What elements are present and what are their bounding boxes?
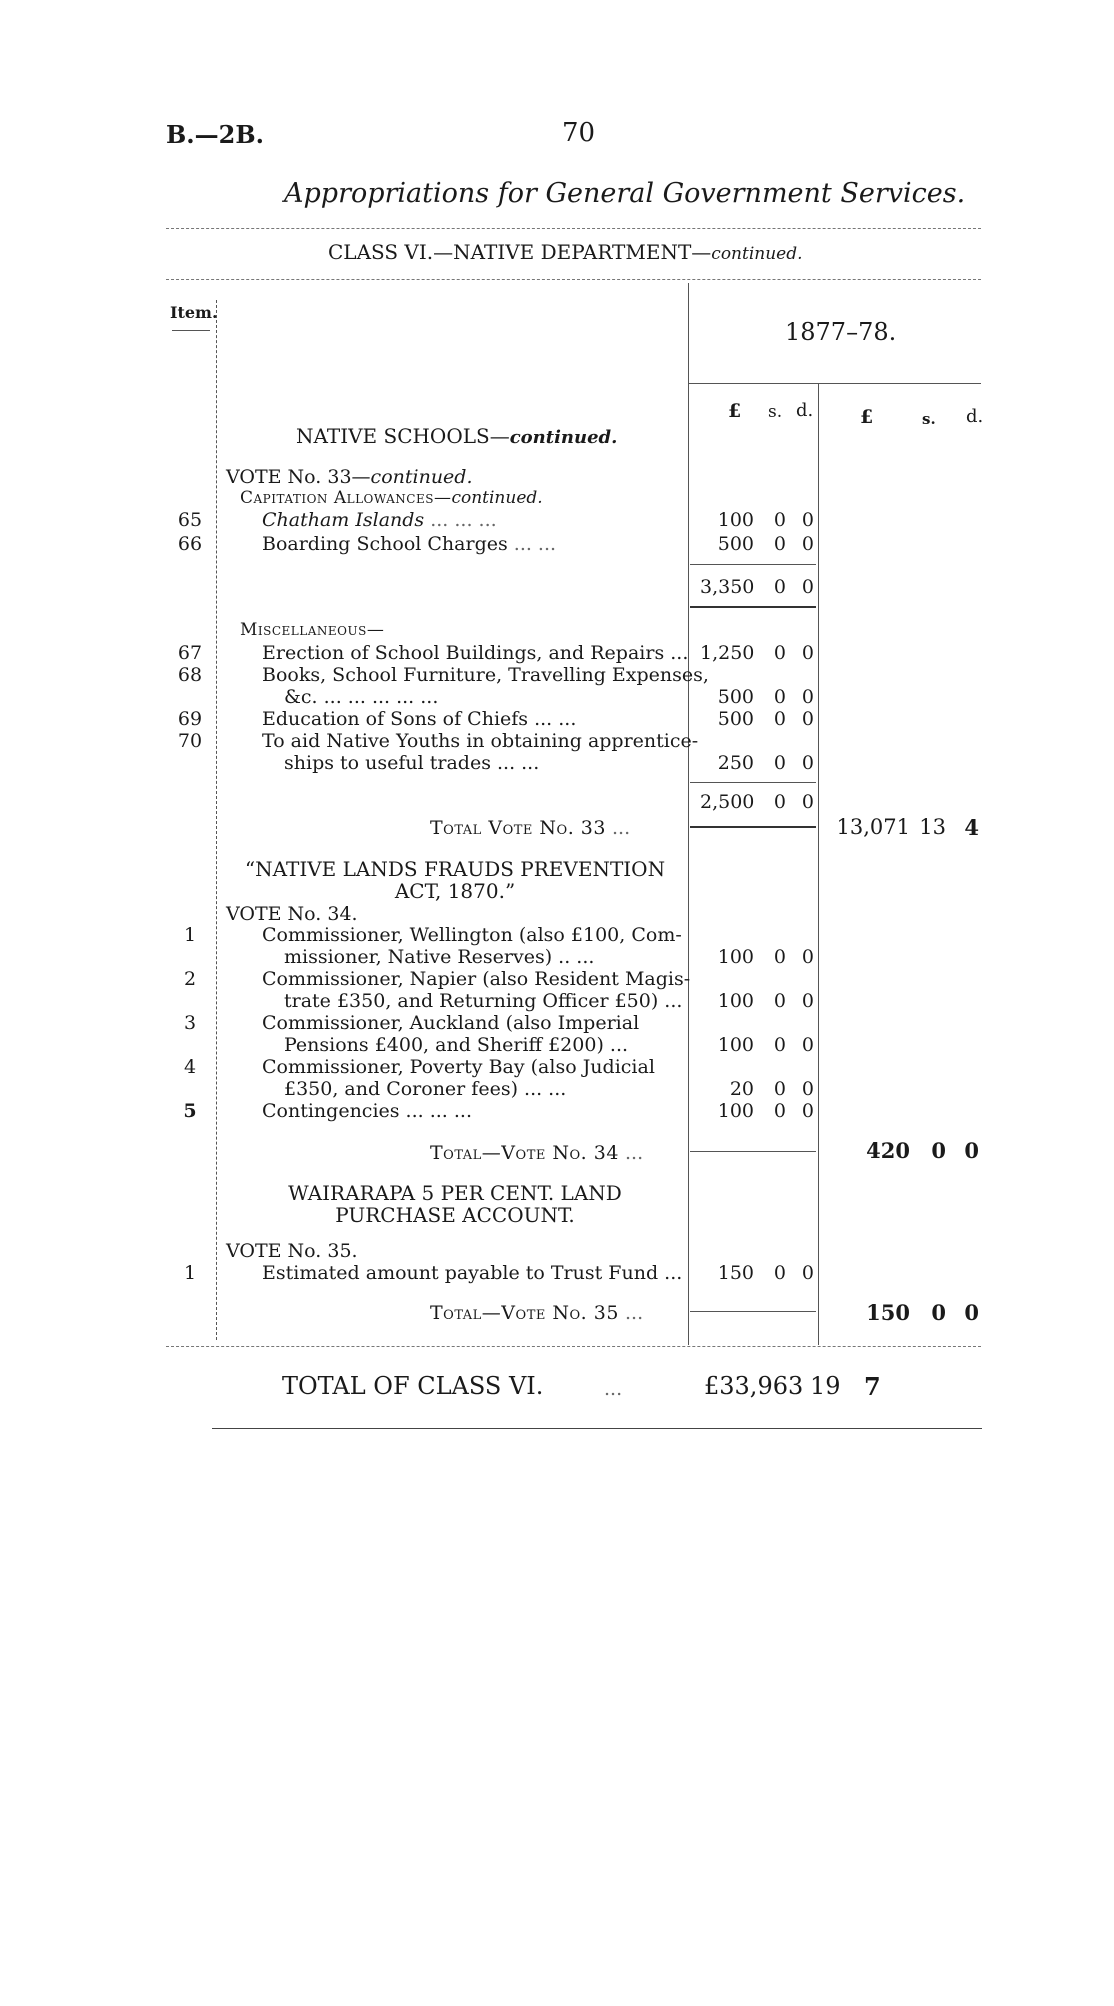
amount-pounds: 100 [717, 1034, 754, 1056]
amount-pence: 0 [801, 752, 814, 774]
amount-pence: 0 [801, 509, 814, 531]
native-lands-heading-line2: ACT, 1870.” [394, 879, 516, 903]
total-bracket-rule [690, 1311, 816, 1312]
item-number: 1 [183, 1262, 197, 1284]
amount-pounds: 20 [729, 1078, 754, 1100]
native-lands-heading [222, 858, 688, 902]
native-schools-heading [296, 424, 617, 448]
sub-pound-header: £ [728, 400, 742, 422]
total-vote-34-label [430, 1142, 643, 1164]
line-item-continuation: ships to useful trades ... ... [284, 752, 540, 774]
subtotal-pence: 0 [801, 791, 814, 813]
subtotal-double-rule [690, 606, 816, 608]
amount-shillings: 0 [773, 708, 786, 730]
line-item-description: Commissioner, Napier (also Resident Magis- [262, 968, 691, 990]
total-pound-header: £ [860, 406, 874, 428]
line-item-continuation: £350, and Coroner fees) ... ... [284, 1078, 567, 1100]
capitation-heading-suffix: continued. [451, 488, 543, 508]
amount-pounds: 250 [717, 752, 754, 774]
item-header-underline [172, 330, 210, 331]
vote-34-heading: VOTE No. 34. [226, 903, 358, 925]
amount-shillings: 0 [773, 1100, 786, 1122]
closing-rule [212, 1428, 982, 1429]
table-top-rule [166, 279, 981, 280]
amount-shillings: 0 [773, 1034, 786, 1056]
amount-pence: 0 [801, 1100, 814, 1122]
grand-total-shillings: 19 [810, 1372, 841, 1400]
total-vote-35-text: Total—Vote No. 35 [430, 1302, 619, 1324]
amount-pence: 0 [801, 708, 814, 730]
item-number: 70 [177, 730, 203, 752]
item-number: 2 [183, 968, 197, 990]
amount-shillings: 0 [773, 1262, 786, 1284]
amount-pounds: 500 [717, 533, 754, 555]
amount-pounds: 150 [717, 1262, 754, 1284]
native-lands-heading-line1: “NATIVE LANDS FRAUDS PREVENTION [244, 857, 666, 881]
line-item-description [262, 533, 556, 555]
sub-shilling-header: s. [768, 402, 783, 422]
capitation-heading [240, 488, 543, 508]
item-number: 1 [183, 924, 197, 946]
total-vote-33-text: Total Vote No. 33 [430, 817, 606, 839]
line-item-description: Commissioner, Poverty Bay (also Judicial [262, 1056, 655, 1078]
capitation-heading-text: Capitation Allowances— [240, 488, 452, 508]
line-item-description: Commissioner, Auckland (also Imperial [262, 1012, 640, 1034]
subtotal-pence: 0 [801, 576, 814, 598]
amount-shillings: 0 [773, 533, 786, 555]
table-bottom-rule [166, 1346, 981, 1347]
vote-total-pounds: 150 [866, 1300, 910, 1325]
amount-pounds: 100 [717, 990, 754, 1012]
description-column-rule [688, 283, 689, 1345]
dot-leader: ... [624, 1142, 644, 1164]
dot-leader: ... [624, 1302, 644, 1324]
amount-pence: 0 [801, 686, 814, 708]
line-item-continuation: &c. ... ... ... ... ... [284, 686, 439, 708]
chatham-islands-label: Chatham Islands [262, 509, 425, 531]
page-title: Appropriations for General Government Services. [284, 178, 966, 209]
line-item-continuation: missioner, Native Reserves) .. ... [284, 946, 595, 968]
amount-shillings: 0 [773, 1078, 786, 1100]
dot-leader: ... ... ... [424, 509, 497, 531]
line-item-continuation: trate £350, and Returning Officer £50) ... [284, 990, 683, 1012]
line-item-description: Estimated amount payable to Trust Fund ... [262, 1262, 683, 1284]
document-reference: B.—2B. [166, 120, 264, 149]
subtotal-pounds: 3,350 [700, 576, 755, 598]
subtotal-rule [690, 782, 816, 783]
vote-total-pence: 0 [964, 1300, 979, 1325]
item-number: 5 [183, 1100, 197, 1122]
total-vote-34-text: Total—Vote No. 34 [430, 1142, 619, 1164]
amount-shillings: 0 [773, 642, 786, 664]
subtotal-column-rule [818, 383, 819, 1345]
amount-pounds: 100 [717, 946, 754, 968]
line-item-description: Erection of School Buildings, and Repairs ... [262, 642, 689, 664]
amount-pounds: 1,250 [700, 642, 755, 664]
native-schools-heading-text: NATIVE SCHOOLS— [296, 424, 510, 448]
subtotal-shillings: 0 [773, 791, 786, 813]
vote-total-shillings: 13 [919, 815, 946, 839]
item-number: 69 [177, 708, 203, 730]
total-shilling-header: s. [922, 410, 936, 428]
amount-pence: 0 [801, 946, 814, 968]
total-vote-33-label [430, 817, 630, 839]
line-item-description: Education of Sons of Chiefs ... ... [262, 708, 577, 730]
class-heading-suffix: continued. [711, 244, 803, 264]
item-number: 65 [177, 509, 203, 531]
total-pence-header: d. [966, 406, 984, 427]
line-item-description: To aid Native Youths in obtaining apprentice- [262, 730, 699, 752]
year-column-header: 1877–78. [785, 318, 897, 346]
item-number: 67 [177, 642, 203, 664]
wairarapa-heading [222, 1182, 688, 1226]
amount-pence: 0 [801, 1078, 814, 1100]
year-header-rule [688, 383, 981, 384]
line-item-description [262, 509, 497, 531]
line-item-continuation: Pensions £400, and Sheriff £200) ... [284, 1034, 629, 1056]
dot-leader: ... [612, 817, 631, 839]
subtotal-rule [690, 564, 816, 565]
vote-33-heading [226, 466, 473, 488]
wairarapa-heading-line2: PURCHASE ACCOUNT. [335, 1203, 575, 1227]
total-bracket-rule [690, 1151, 816, 1152]
amount-pounds: 100 [717, 509, 754, 531]
class-heading-text: CLASS VI.—NATIVE DEPARTMENT— [328, 240, 712, 264]
item-number: 4 [183, 1056, 197, 1078]
line-item-description: Books, School Furniture, Travelling Expenses, [262, 664, 709, 686]
amount-pence: 0 [801, 642, 814, 664]
amount-shillings: 0 [773, 686, 786, 708]
item-number: 3 [183, 1012, 197, 1034]
total-bracket-rule [690, 826, 816, 828]
line-item-description: Commissioner, Wellington (also £100, Com- [262, 924, 682, 946]
vote-total-pounds: 420 [866, 1138, 910, 1163]
subtotal-shillings: 0 [773, 576, 786, 598]
page-number: 70 [562, 118, 596, 148]
vote-33-text: VOTE No. 33— [226, 466, 371, 488]
amount-shillings: 0 [773, 752, 786, 774]
vote-total-pence: 4 [964, 815, 979, 840]
vote-total-pence: 0 [964, 1138, 979, 1163]
vote-total-pounds: 13,071 [836, 815, 910, 839]
dot-leader: ... ... [507, 533, 557, 555]
vote-total-shillings: 0 [931, 1300, 946, 1325]
native-schools-heading-suffix: continued. [509, 427, 618, 448]
grand-total-pounds: £33,963 [704, 1372, 804, 1400]
boarding-school-label: Boarding School Charges [262, 533, 508, 555]
amount-pounds: 500 [717, 708, 754, 730]
title-rule [166, 228, 981, 229]
vote-total-shillings: 0 [931, 1138, 946, 1163]
amount-shillings: 0 [773, 509, 786, 531]
grand-total-leader: ... [604, 1378, 623, 1400]
class-heading [328, 240, 803, 264]
amount-pence: 0 [801, 1034, 814, 1056]
amount-pounds: 500 [717, 686, 754, 708]
amount-pounds: 100 [717, 1100, 754, 1122]
amount-pence: 0 [801, 533, 814, 555]
item-column-rule [216, 300, 217, 1340]
line-item-description: Contingencies ... ... ... [262, 1100, 472, 1122]
vote-35-heading: VOTE No. 35. [226, 1240, 358, 1262]
grand-total-label: TOTAL OF CLASS VI. [282, 1372, 544, 1400]
item-column-header: Item. [170, 303, 218, 322]
amount-pence: 0 [801, 1262, 814, 1284]
grand-total-pence: 7 [864, 1372, 881, 1401]
item-number: 68 [177, 664, 203, 686]
vote-33-suffix: continued. [370, 466, 473, 488]
total-vote-35-label [430, 1302, 643, 1324]
amount-shillings: 0 [773, 946, 786, 968]
item-number: 66 [177, 533, 203, 555]
miscellaneous-heading: Miscellaneous— [240, 620, 385, 640]
amount-pence: 0 [801, 990, 814, 1012]
wairarapa-heading-line1: WAIRARAPA 5 PER CENT. LAND [288, 1181, 622, 1205]
subtotal-pounds: 2,500 [700, 791, 755, 813]
sub-pence-header: d. [796, 400, 814, 421]
amount-shillings: 0 [773, 990, 786, 1012]
